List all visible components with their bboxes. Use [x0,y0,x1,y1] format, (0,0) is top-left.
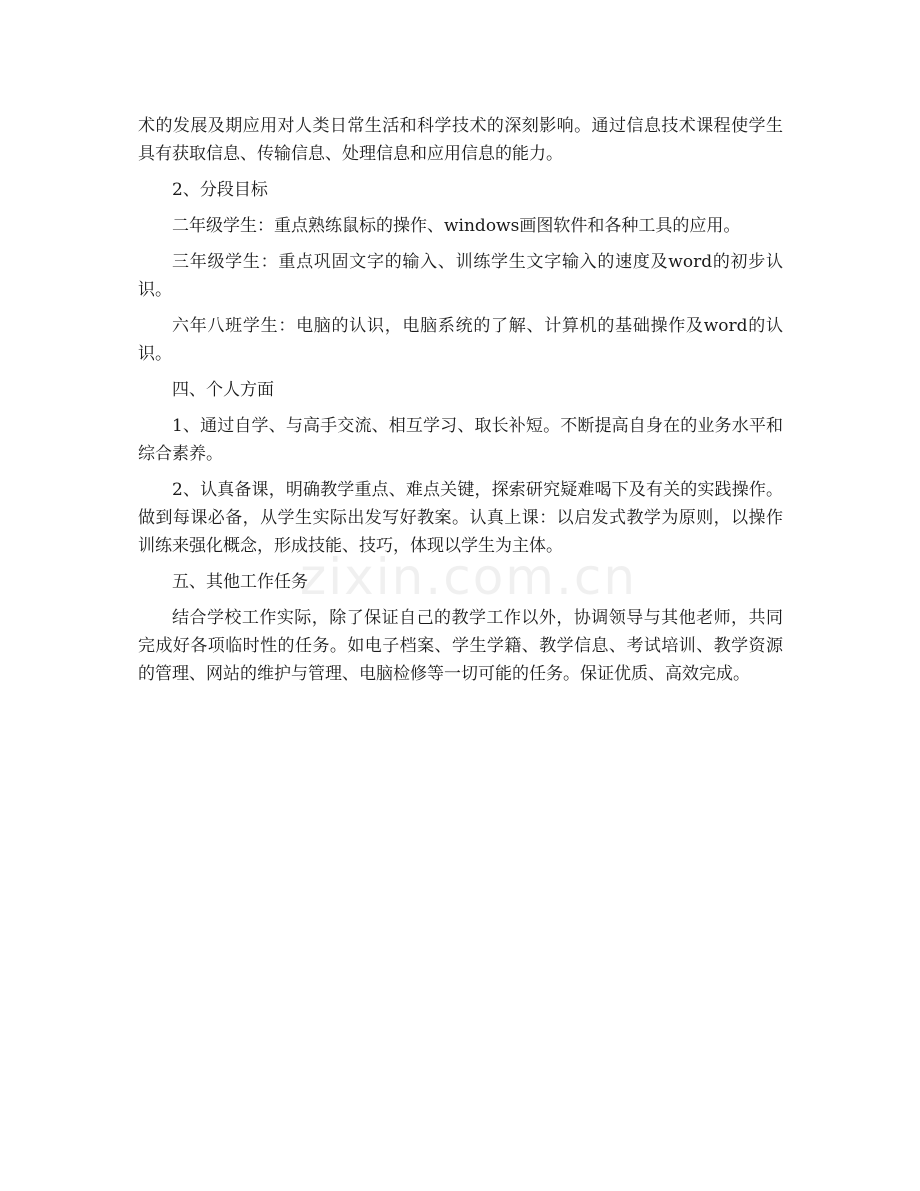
paragraph-grade-six: 六年八班学生：电脑的认识，电脑系统的了解、计算机的基础操作及word的认识。 [138,316,783,364]
paragraph-1: 术的发展及期应用对人类日常生活和科学技术的深刻影响。通过信息技术课程使学生具有获取信息、传输信息、处理信息和应用信息的能力。 [138,116,783,164]
heading-personal: 四、个人方面 [172,380,274,400]
paragraph-self-study: 1、通过自学、与高手交流、相互学习、取长补短。不断提高自身在的业务水平和综合素养。 [138,416,783,464]
paragraph-lesson-prep: 2、认真备课，明确教学重点、难点关键，探索研究疑难喝下及有关的实践操作。做到每课必备，从学生实际出发写好教案。认真上课：以启发式教学为原则，以操作训练来强化概念，形成技能、技巧，体现以学生为主体。 [138,480,783,556]
document-body [138,112,783,696]
paragraph-grade-three: 三年级学生：重点巩固文字的输入、训练学生文字输入的速度及word的初步认识。 [138,252,783,300]
watermark: zixin.com.cn [300,548,638,606]
paragraph-other-tasks: 结合学校工作实际，除了保证自己的教学工作以外，协调领导与其他老师，共同完成好各项临时性的任务。如电子档案、学生学籍、教学信息、考试培训、教学资源的管理、网站的维护与管理、电脑检修等一切可能的任务。保证优质、高效完成。 [138,608,783,684]
paragraph-grade-two: 二年级学生：重点熟练鼠标的操作、windows画图软件和各种工具的应用。 [172,216,741,236]
heading-other-tasks: 五、其他工作任务 [172,572,308,592]
heading-segment-goals: 2、分段目标 [172,180,268,200]
